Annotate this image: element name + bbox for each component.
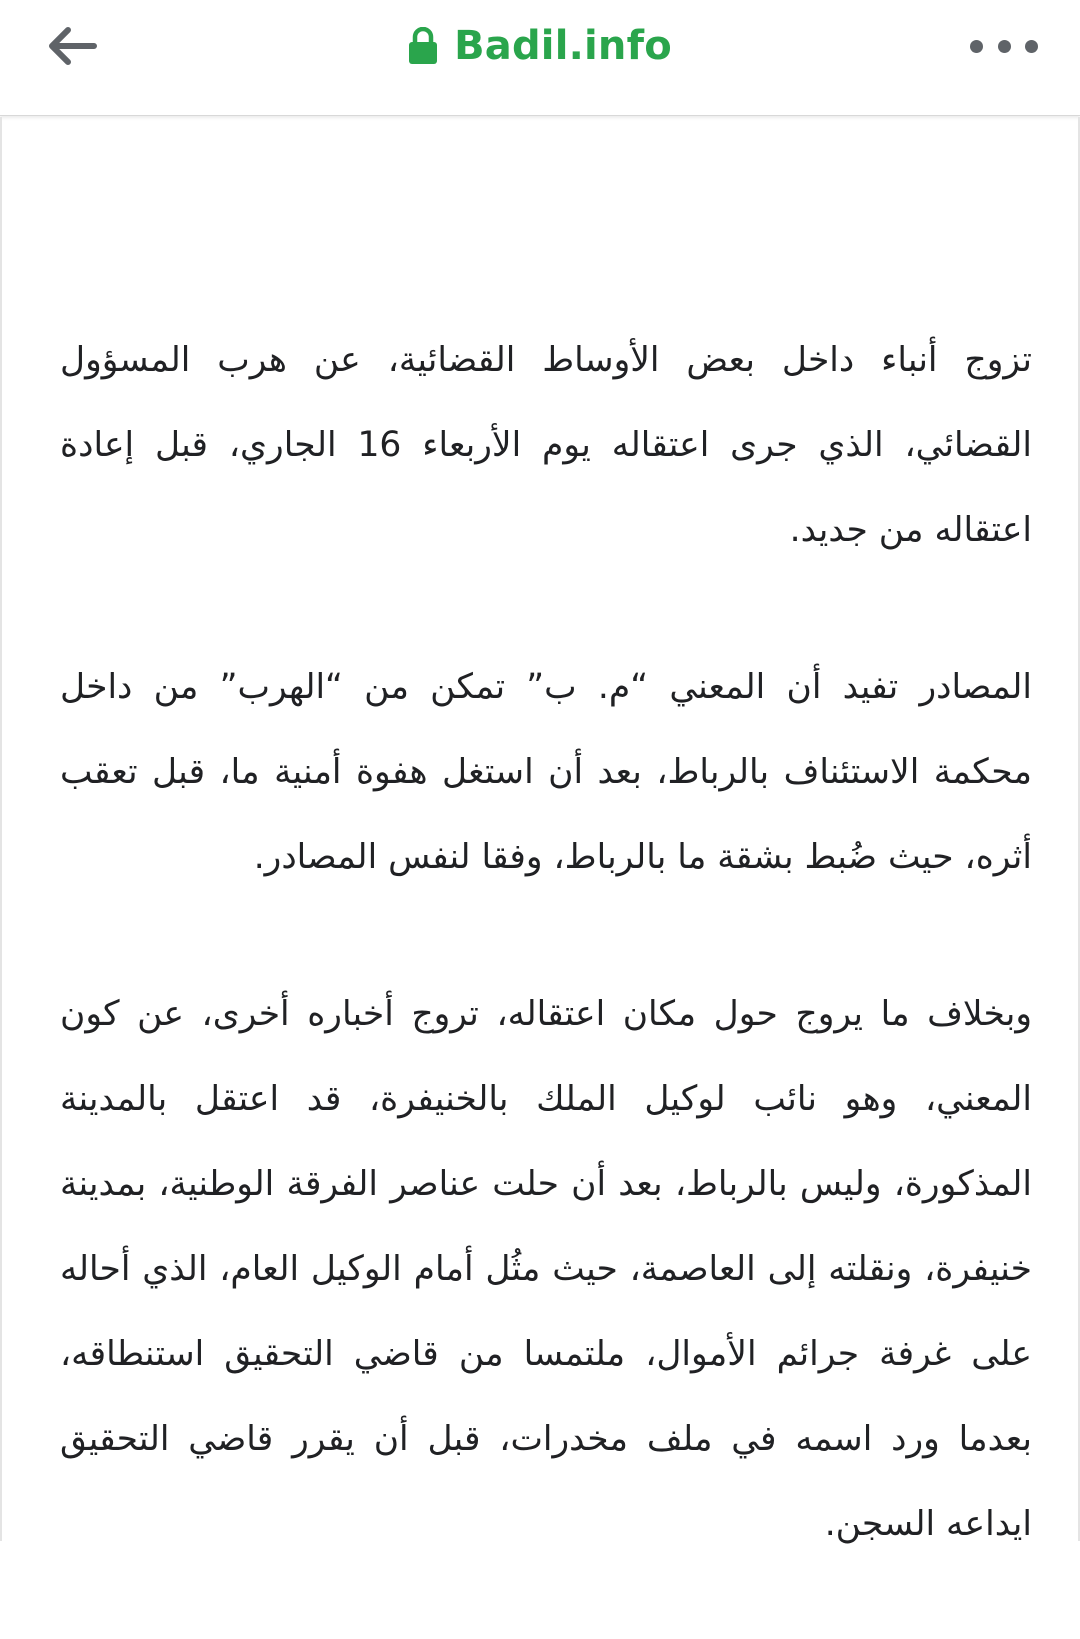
article-paragraph: المصادر تفيد أن المعني “م. ب” تمكن من “الهرب” من داخل محكمة الاستئناف بالرباط، بعد أن استغل هفوة أمنية ما، قبل تعقب أثره، حيث ضُبط بشقة ما بالرباط، وفقا لنفس المصادر.: [60, 667, 1032, 877]
more-dots-icon: [1025, 40, 1038, 53]
browser-toolbar: [0, 0, 1080, 116]
more-dots-icon: [970, 40, 983, 53]
back-button[interactable]: [36, 14, 108, 78]
url-text: Badil.info: [454, 23, 672, 69]
overflow-menu-button[interactable]: [964, 26, 1044, 66]
article-body: [60, 318, 1032, 1639]
address-bar[interactable]: [300, 14, 780, 78]
lock-icon: [408, 27, 438, 65]
more-dots-icon: [998, 40, 1011, 53]
back-arrow-icon: [46, 24, 98, 68]
article-paragraph: تزوج أنباء داخل بعض الأوساط القضائية، عن هرب المسؤول القضائي، الذي جرى اعتقاله يوم الأربعاء 16 الجاري، قبل إعادة اعتقاله من جديد.: [60, 340, 1032, 550]
article-paragraph: وبخلاف ما يروج حول مكان اعتقاله، تروج أخباره أخرى، عن كون المعني، وهو نائب لوكيل الملك بالخنيفرة، قد اعتقل بالمدينة المذكورة، وليس بالرباط، بعد أن حلت عناصر الفرقة الوطنية، بمدينة خنيفرة، ونقلته إلى العاصمة، حيث مثُل أمام الوكيل العام، الذي أحاله على غرفة جرائم الأموال، ملتمسا من قاضي التحقيق استنطاقه، بعدما ورد اسمه في ملف مخدرات، قبل أن يقرر قاضي التحقيق ايداعه السجن.: [60, 994, 1032, 1544]
